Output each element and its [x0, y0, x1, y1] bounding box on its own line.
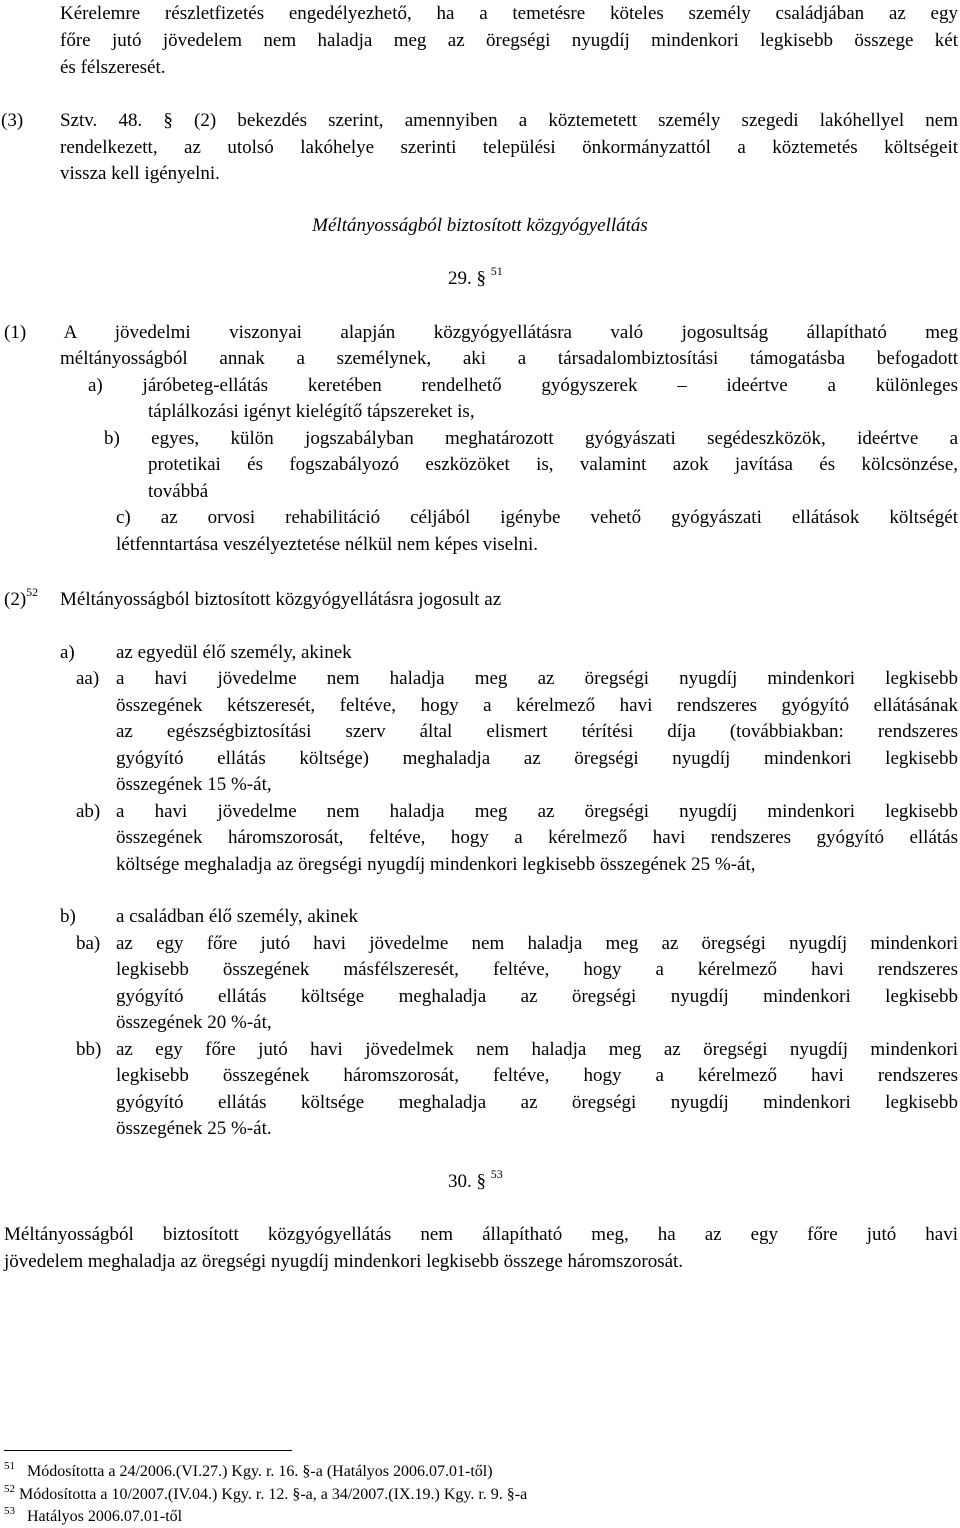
s29-p1-item-b-line-1: b) egyes, külön jogszabályban meghatározott gyógyászati segédeszközök, ideértve a: [104, 428, 958, 449]
s30-line-2: jövedelem meghaladja az öregségi nyugdíj mindenkori legkisebb összege háromszorosát.: [4, 1251, 684, 1272]
section-title: Méltányosságból biztosított közgyógyellátás: [312, 215, 648, 236]
footnote-53-number: 53: [4, 1505, 15, 1517]
list-aa-label: aa): [76, 668, 100, 689]
intro-line-3: és félszeresét.: [60, 57, 166, 78]
para-3-line-1: Sztv. 48. § (2) bekezdés szerint, amennyiben a köztemetett személy szegedi lakóhellyel nem: [60, 110, 958, 131]
footnote-52-text: Módosította a 10/2007.(IV.04.) Kgy. r. 12. §-a, a 34/2007.(IX.19.) Kgy. r. 9. §-a: [19, 1486, 528, 1503]
footnote-51: [4, 1462, 493, 1483]
list-aa-line-1: a havi jövedelme nem haladja meg az öregségi nyugdíj mindenkori legkisebb: [116, 668, 958, 689]
section-30-heading: [448, 1169, 503, 1196]
para-3-number: (3): [1, 110, 24, 131]
list-ab-line-3: költsége meghaladja az öregségi nyugdíj mindenkori legkisebb összegének 25 %-át,: [116, 854, 756, 875]
list-ba-line-3: gyógyító ellátás költsége meghaladja az öregségi nyugdíj mindenkori legkisebb: [116, 986, 958, 1007]
section-30-label: 30. §: [448, 1171, 486, 1192]
s29-p1-line-2: méltányosságból annak a személynek, aki a társadalombiztosítási támogatásba befogadott: [60, 348, 958, 369]
list-ab-label: ab): [76, 801, 101, 822]
list-aa-line-2: összegének kétszeresét, feltéve, hogy a kérelmező havi rendszeres gyógyító ellátásának: [116, 695, 958, 716]
s29-p2-num: (2): [4, 589, 27, 610]
intro-line-2: főre jutó jövedelem nem haladja meg az öregségi nyugdíj mindenkori legkisebb összege két: [60, 30, 958, 51]
intro-line-1: Kérelemre részletfizetés engedélyezhető, ha a temetésre köteles személy családjában az egy: [60, 3, 958, 24]
footnote-ref-51: 51: [490, 264, 503, 278]
footnote-ref-52: 52: [26, 585, 39, 599]
list-bb-line-3: gyógyító ellátás költsége meghaladja az öregségi nyugdíj mindenkori legkisebb: [116, 1092, 958, 1113]
list-bb-line-4: összegének 25 %-át.: [116, 1118, 272, 1139]
list-bb-line-1: az egy főre jutó havi jövedelmek nem haladja meg az öregségi nyugdíj mindenkori: [116, 1039, 958, 1060]
footnote-51-number: 51: [4, 1460, 15, 1472]
list-aa-line-4: gyógyító ellátás költsége) meghaladja az öregségi nyugdíj mindenkori legkisebb: [116, 748, 958, 769]
list-ba-line-4: összegének 20 %-át,: [116, 1012, 272, 1033]
list-a-label: a): [60, 642, 75, 663]
list-b-text: a családban élő személy, akinek: [116, 906, 358, 927]
s29-p1-line-1: (1) A jövedelmi viszonyai alapján közgyógyellátásra való jogosultság állapítható meg: [4, 322, 958, 343]
s29-p1-item-c-line-2: létfenntartása veszélyeztetése nélkül nem képes viselni.: [116, 534, 539, 555]
list-aa-line-5: összegének 15 %-át,: [116, 774, 272, 795]
list-bb-line-2: legkisebb összegének háromszorosát, feltéve, hogy a kérelmező havi rendszeres: [116, 1065, 958, 1086]
s29-p1-item-a-line-1: a) járóbeteg-ellátás keretében rendelhető gyógyszerek – ideértve a különleges: [88, 375, 958, 396]
footnote-ref-53: 53: [490, 1167, 503, 1181]
footnote-53: [4, 1507, 182, 1528]
footnote-53-text: Hatályos 2006.07.01-től: [27, 1508, 183, 1525]
section-29-heading: [448, 266, 503, 293]
list-a-text: az egyedül élő személy, akinek: [116, 642, 352, 663]
footnote-52-number: 52: [4, 1483, 15, 1495]
list-ba-label: ba): [76, 933, 101, 954]
s29-p2-number: [4, 587, 38, 614]
s29-p1-item-b-line-2: protetikai és fogszabályozó eszközöket is, valamint azok javítása és kölcsönzése,: [148, 454, 958, 475]
footnote-52: [4, 1485, 527, 1506]
s29-p1-item-a-line-2: táplálkozási igényt kielégítő tápszereket is,: [148, 401, 475, 422]
list-aa-line-3: az egészségbiztosítási szerv által elismert térítési díja (továbbiakban: rendszeres: [116, 721, 958, 742]
list-ba-line-1: az egy főre jutó havi jövedelme nem haladja meg az öregségi nyugdíj mindenkori: [116, 933, 958, 954]
s29-p2-text: Méltányosságból biztosított közgyógyellátásra jogosult az: [60, 589, 502, 610]
list-b-label: b): [60, 906, 76, 927]
s30-line-1: Méltányosságból biztosított közgyógyellátás nem állapítható meg, ha az egy főre jutó havi: [4, 1224, 958, 1245]
list-ab-line-1: a havi jövedelme nem haladja meg az öregségi nyugdíj mindenkori legkisebb: [116, 801, 958, 822]
list-ba-line-2: legkisebb összegének másfélszeresét, feltéve, hogy a kérelmező havi rendszeres: [116, 959, 958, 980]
footnote-separator: [4, 1450, 292, 1451]
s29-p1-item-b-line-3: továbbá: [148, 481, 209, 502]
list-bb-label: bb): [76, 1039, 102, 1060]
list-ab-line-2: összegének háromszorosát, feltéve, hogy a kérelmező havi rendszeres gyógyító ellátás: [116, 827, 958, 848]
para-3-line-3: vissza kell igényelni.: [60, 163, 220, 184]
s29-p1-item-c-line-1: c) az orvosi rehabilitáció céljából igénybe vehető gyógyászati ellátások költségét: [116, 507, 958, 528]
para-3-line-2: rendelkezett, az utolsó lakóhelye szerinti települési önkormányzattól a köztemetés költségeit: [60, 137, 958, 158]
section-29-label: 29. §: [448, 268, 486, 289]
footnote-51-text: Módosította a 24/2006.(VI.27.) Kgy. r. 16. §-a (Hatályos 2006.07.01-től): [27, 1463, 493, 1480]
